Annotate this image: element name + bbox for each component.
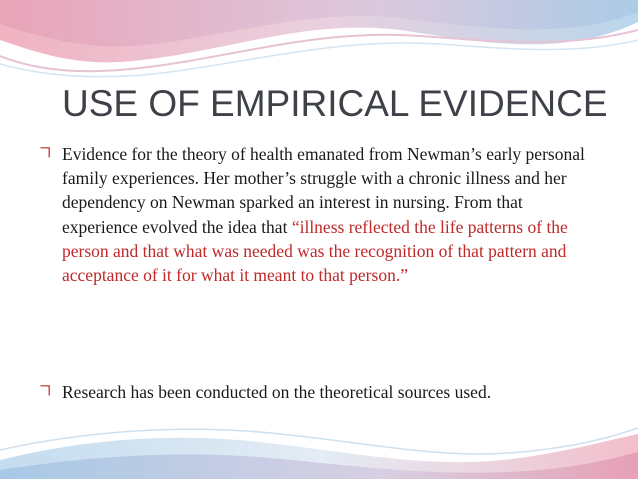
bullet-body-text: Research has been conducted on the theoretical sources used.: [62, 382, 492, 402]
bottom-wave-decoration: [0, 420, 638, 479]
highlighted-quote: “illness reflected the life patterns of the person and that what was needed was the recognition of that pattern and acceptance of it for what it meant to that person.”: [62, 216, 568, 286]
bullet-text: [62, 142, 590, 287]
top-wave-decoration: [0, 0, 638, 80]
slide-title: USE OF EMPIRICAL EVIDENCE: [62, 83, 608, 124]
corner-bracket-icon: [40, 147, 50, 158]
corner-bracket-icon: [40, 385, 50, 396]
bullet-body-text: Evidence for the theory of health emanated from Newman’s early personal family experiences. Her mother’s struggle with a chronic illness and her dependency on Newman sparked an interest in nursing. From that experience evolved the idea that: [62, 144, 585, 237]
bullet-text: [62, 380, 590, 404]
